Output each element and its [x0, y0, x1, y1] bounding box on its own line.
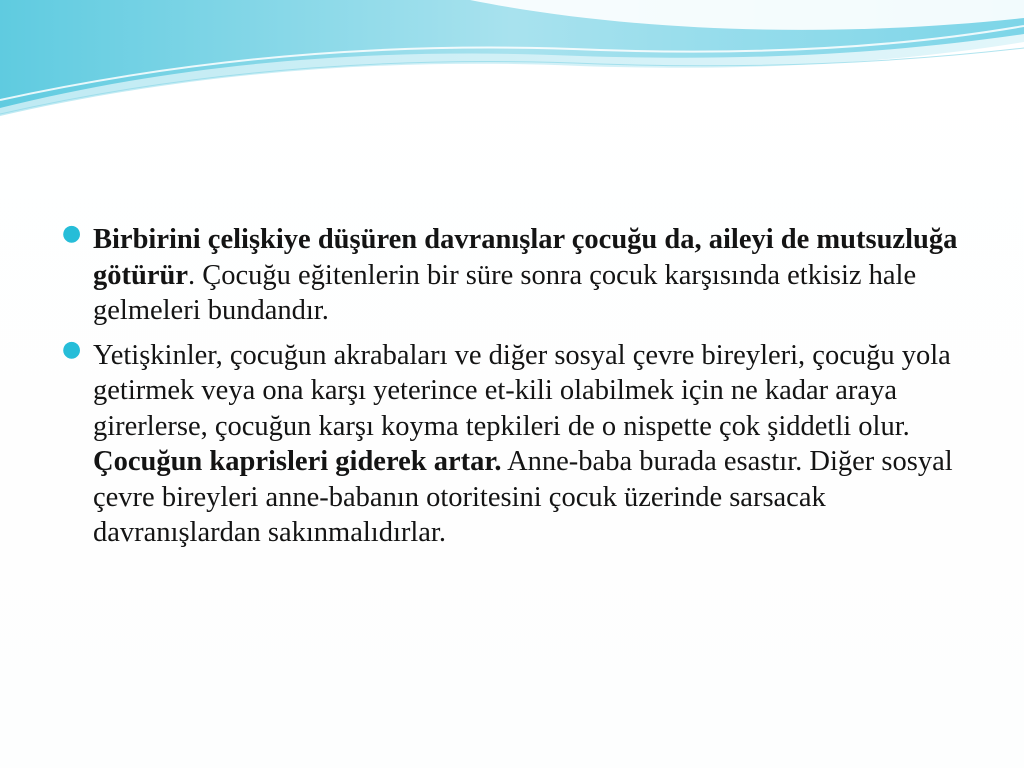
- paragraph-2-bold: Çocuğun kaprisleri giderek artar.: [93, 446, 502, 477]
- bullet-dot-icon: ●: [62, 221, 82, 246]
- paragraph-1-bold: Birbirini çelişkiye düşüren davranışlar çocuğu da, aileyi de mutsuzluğa götürür: [93, 224, 958, 291]
- bullet-list: [62, 222, 962, 560]
- decorative-wave-header: [0, 0, 1024, 130]
- paragraph-1-text: . Çocuğu eğitenlerin bir süre sonra çocuk karşısında etkisiz hale gelmeleri bundandır.: [93, 259, 917, 326]
- bullet-item-2: [62, 338, 962, 551]
- bullet-dot-icon: ●: [62, 336, 82, 362]
- paragraph-2-text-2: Anne-baba burada esastır. Diğer sosyal çevre bireyleri anne-babanın otoritesini çocuk üzerinde sarsacak davranışlardan sakınmalıdırlar.: [93, 446, 953, 548]
- paragraph-2-text-1: Yetişkinler, çocuğun akrabaları ve diğer sosyal çevre bireyleri, çocuğu yola getirmek veya ona karşı yeterince et-kili olabilmek için ne kadar araya girerlerse, çocuğun karşı koyma tepkileri de o nispette çok şiddetli olur.: [93, 339, 951, 442]
- bullet-item-1: [62, 222, 962, 329]
